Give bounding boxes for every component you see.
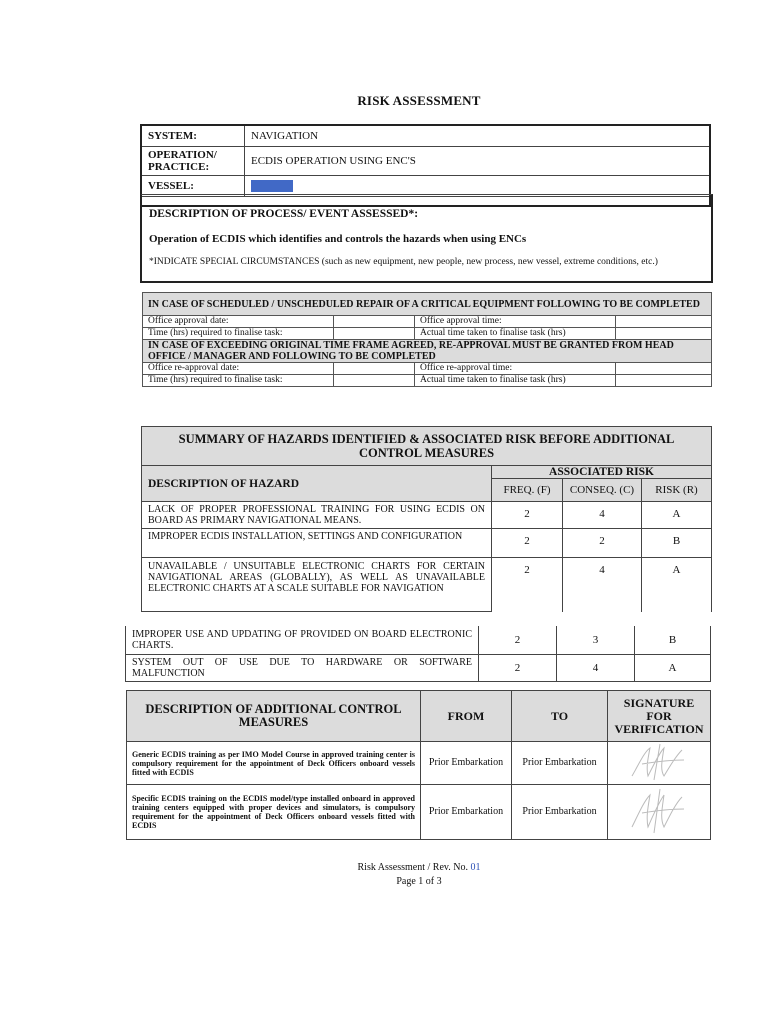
controls-table xyxy=(126,690,711,840)
footer-rev-number: 01 xyxy=(470,862,481,873)
footer-revision xyxy=(0,862,768,874)
hazard-freq: 2 xyxy=(479,626,557,655)
description-body: Operation of ECDIS which identifies and controls the hazards when using ENCs xyxy=(149,233,527,245)
hazard-risk: B xyxy=(635,626,711,655)
hazard-conseq: 3 xyxy=(557,626,635,655)
freq-header: FREQ. (F) xyxy=(492,479,563,502)
hazard-desc: IMPROPER ECDIS INSTALLATION, SETTINGS AND CONFIGURATION xyxy=(142,529,492,558)
repair-heading: IN CASE OF SCHEDULED / UNSCHEDULED REPAIR OF A CRITICAL EQUIPMENT FOLLOWING TO BE COMPLETED xyxy=(143,293,712,316)
approval-date-label: Office approval date: xyxy=(143,316,334,328)
hazard-freq: 2 xyxy=(492,558,563,612)
control-to: Prior Embarkation xyxy=(512,785,608,840)
control-from: Prior Embarkation xyxy=(421,742,512,785)
description-note: *INDICATE SPECIAL CIRCUMSTANCES (such as new equipment, new people, new process, new vessel, extreme conditions, etc.) xyxy=(149,257,658,267)
control-to: Prior Embarkation xyxy=(512,742,608,785)
description-heading: DESCRIPTION OF PROCESS/ EVENT ASSESSED*: xyxy=(149,208,419,220)
controls-from-header: FROM xyxy=(421,691,512,742)
hazard-freq: 2 xyxy=(492,529,563,558)
control-desc: Generic ECDIS training as per IMO Model Course in approved training center is compulsory requirement for the appointment of Deck Officers onboard vessels fitted with ECDIS xyxy=(127,742,421,785)
reapproval-time-value[interactable] xyxy=(616,363,712,375)
reapproval-heading: IN CASE OF EXCEEDING ORIGINAL TIME FRAME AGREED, RE-APPROVAL MUST BE GRANTED FROM HEAD OFFICE / MANAGER AND FOLLOWING TO BE COMPLETED xyxy=(143,340,712,363)
process-description xyxy=(140,194,713,283)
approval-date-value[interactable] xyxy=(334,316,415,328)
hazard-desc: UNAVAILABLE / UNSUITABLE ELECTRONIC CHARTS FOR CERTAIN NAVIGATIONAL AREAS (GLOBALLY), AS WELL AS UNAVAILABLE ELECTRONIC CHARTS AT A SCALE SUITABLE FOR NAVIGATION xyxy=(142,558,492,612)
footer-rev-label: Risk Assessment / Rev. No. xyxy=(357,862,468,873)
hazard-row xyxy=(142,558,712,612)
hazard-desc-header: DESCRIPTION OF HAZARD xyxy=(142,466,492,502)
hazard-risk: B xyxy=(642,529,712,558)
operation-label: OPERATION/ PRACTICE: xyxy=(141,147,245,176)
actual-time-label: Actual time taken to finalise task (hrs) xyxy=(415,328,616,340)
hazards-table-continued xyxy=(125,626,711,682)
hazard-conseq: 4 xyxy=(557,655,635,682)
system-label: SYSTEM: xyxy=(141,125,245,147)
hazard-row xyxy=(126,655,711,682)
hazard-row xyxy=(142,529,712,558)
operation-value: ECDIS OPERATION USING ENC'S xyxy=(245,147,711,176)
footer-page-number: Page 1 of 3 xyxy=(396,876,442,887)
approval-time-value[interactable] xyxy=(616,316,712,328)
reapproval-time-label: Office re-approval time: xyxy=(415,363,616,375)
actual-time2-label: Actual time taken to finalise task (hrs) xyxy=(415,375,616,387)
signature-image xyxy=(624,787,694,835)
time-required-value[interactable] xyxy=(334,328,415,340)
hazards-table xyxy=(141,426,712,612)
hazard-risk: A xyxy=(635,655,711,682)
signature-image xyxy=(624,742,694,782)
page-title: RISK ASSESSMENT xyxy=(357,93,481,108)
hazard-conseq: 4 xyxy=(563,558,642,612)
controls-signature-header: SIGNATURE FOR VERIFICATION xyxy=(608,691,711,742)
time-required-label: Time (hrs) required to finalise task: xyxy=(143,328,334,340)
hazard-row xyxy=(142,502,712,529)
risk-header: RISK (R) xyxy=(642,479,712,502)
repair-table xyxy=(142,292,712,387)
control-row xyxy=(127,785,711,840)
control-row xyxy=(127,742,711,785)
hazard-desc: LACK OF PROPER PROFESSIONAL TRAINING FOR USING ECDIS ON BOARD AS PRIMARY NAVIGATIONAL MEANS. xyxy=(142,502,492,529)
hazards-summary-title: SUMMARY OF HAZARDS IDENTIFIED & ASSOCIATED RISK BEFORE ADDITIONAL CONTROL MEASURES xyxy=(142,427,712,466)
actual-time2-value[interactable] xyxy=(616,375,712,387)
control-from: Prior Embarkation xyxy=(421,785,512,840)
approval-time-label: Office approval time: xyxy=(415,316,616,328)
controls-to-header: TO xyxy=(512,691,608,742)
conseq-header: CONSEQ. (C) xyxy=(563,479,642,502)
hazard-freq: 2 xyxy=(479,655,557,682)
hazard-risk: A xyxy=(642,502,712,529)
hazard-conseq: 4 xyxy=(563,502,642,529)
time-required2-label: Time (hrs) required to finalise task: xyxy=(143,375,334,387)
actual-time-value[interactable] xyxy=(616,328,712,340)
reapproval-date-value[interactable] xyxy=(334,363,415,375)
hazard-conseq: 2 xyxy=(563,529,642,558)
vessel-redaction xyxy=(251,180,293,192)
vessel-label: VESSEL: xyxy=(141,176,245,197)
control-desc: Specific ECDIS training on the ECDIS model/type installed onboard in approved training centers equipped with proper devices and simulators, is compulsory requirement for the appointment of Deck Officers onboard vessels fitted with ECDIS xyxy=(127,785,421,840)
signature-cell xyxy=(608,785,711,840)
controls-desc-header: DESCRIPTION OF ADDITIONAL CONTROL MEASURES xyxy=(127,691,421,742)
hazard-freq: 2 xyxy=(492,502,563,529)
time-required2-value[interactable] xyxy=(334,375,415,387)
hazard-desc: SYSTEM OUT OF USE DUE TO HARDWARE OR SOFTWARE MALFUNCTION xyxy=(126,655,479,682)
hazard-row xyxy=(126,626,711,655)
system-value: NAVIGATION xyxy=(245,125,711,147)
signature-cell xyxy=(608,742,711,785)
hazard-desc: IMPROPER USE AND UPDATING OF PROVIDED ON BOARD ELECTRONIC CHARTS. xyxy=(126,626,479,655)
reapproval-date-label: Office re-approval date: xyxy=(143,363,334,375)
hazard-risk: A xyxy=(642,558,712,612)
associated-risk-header: ASSOCIATED RISK xyxy=(492,466,712,479)
